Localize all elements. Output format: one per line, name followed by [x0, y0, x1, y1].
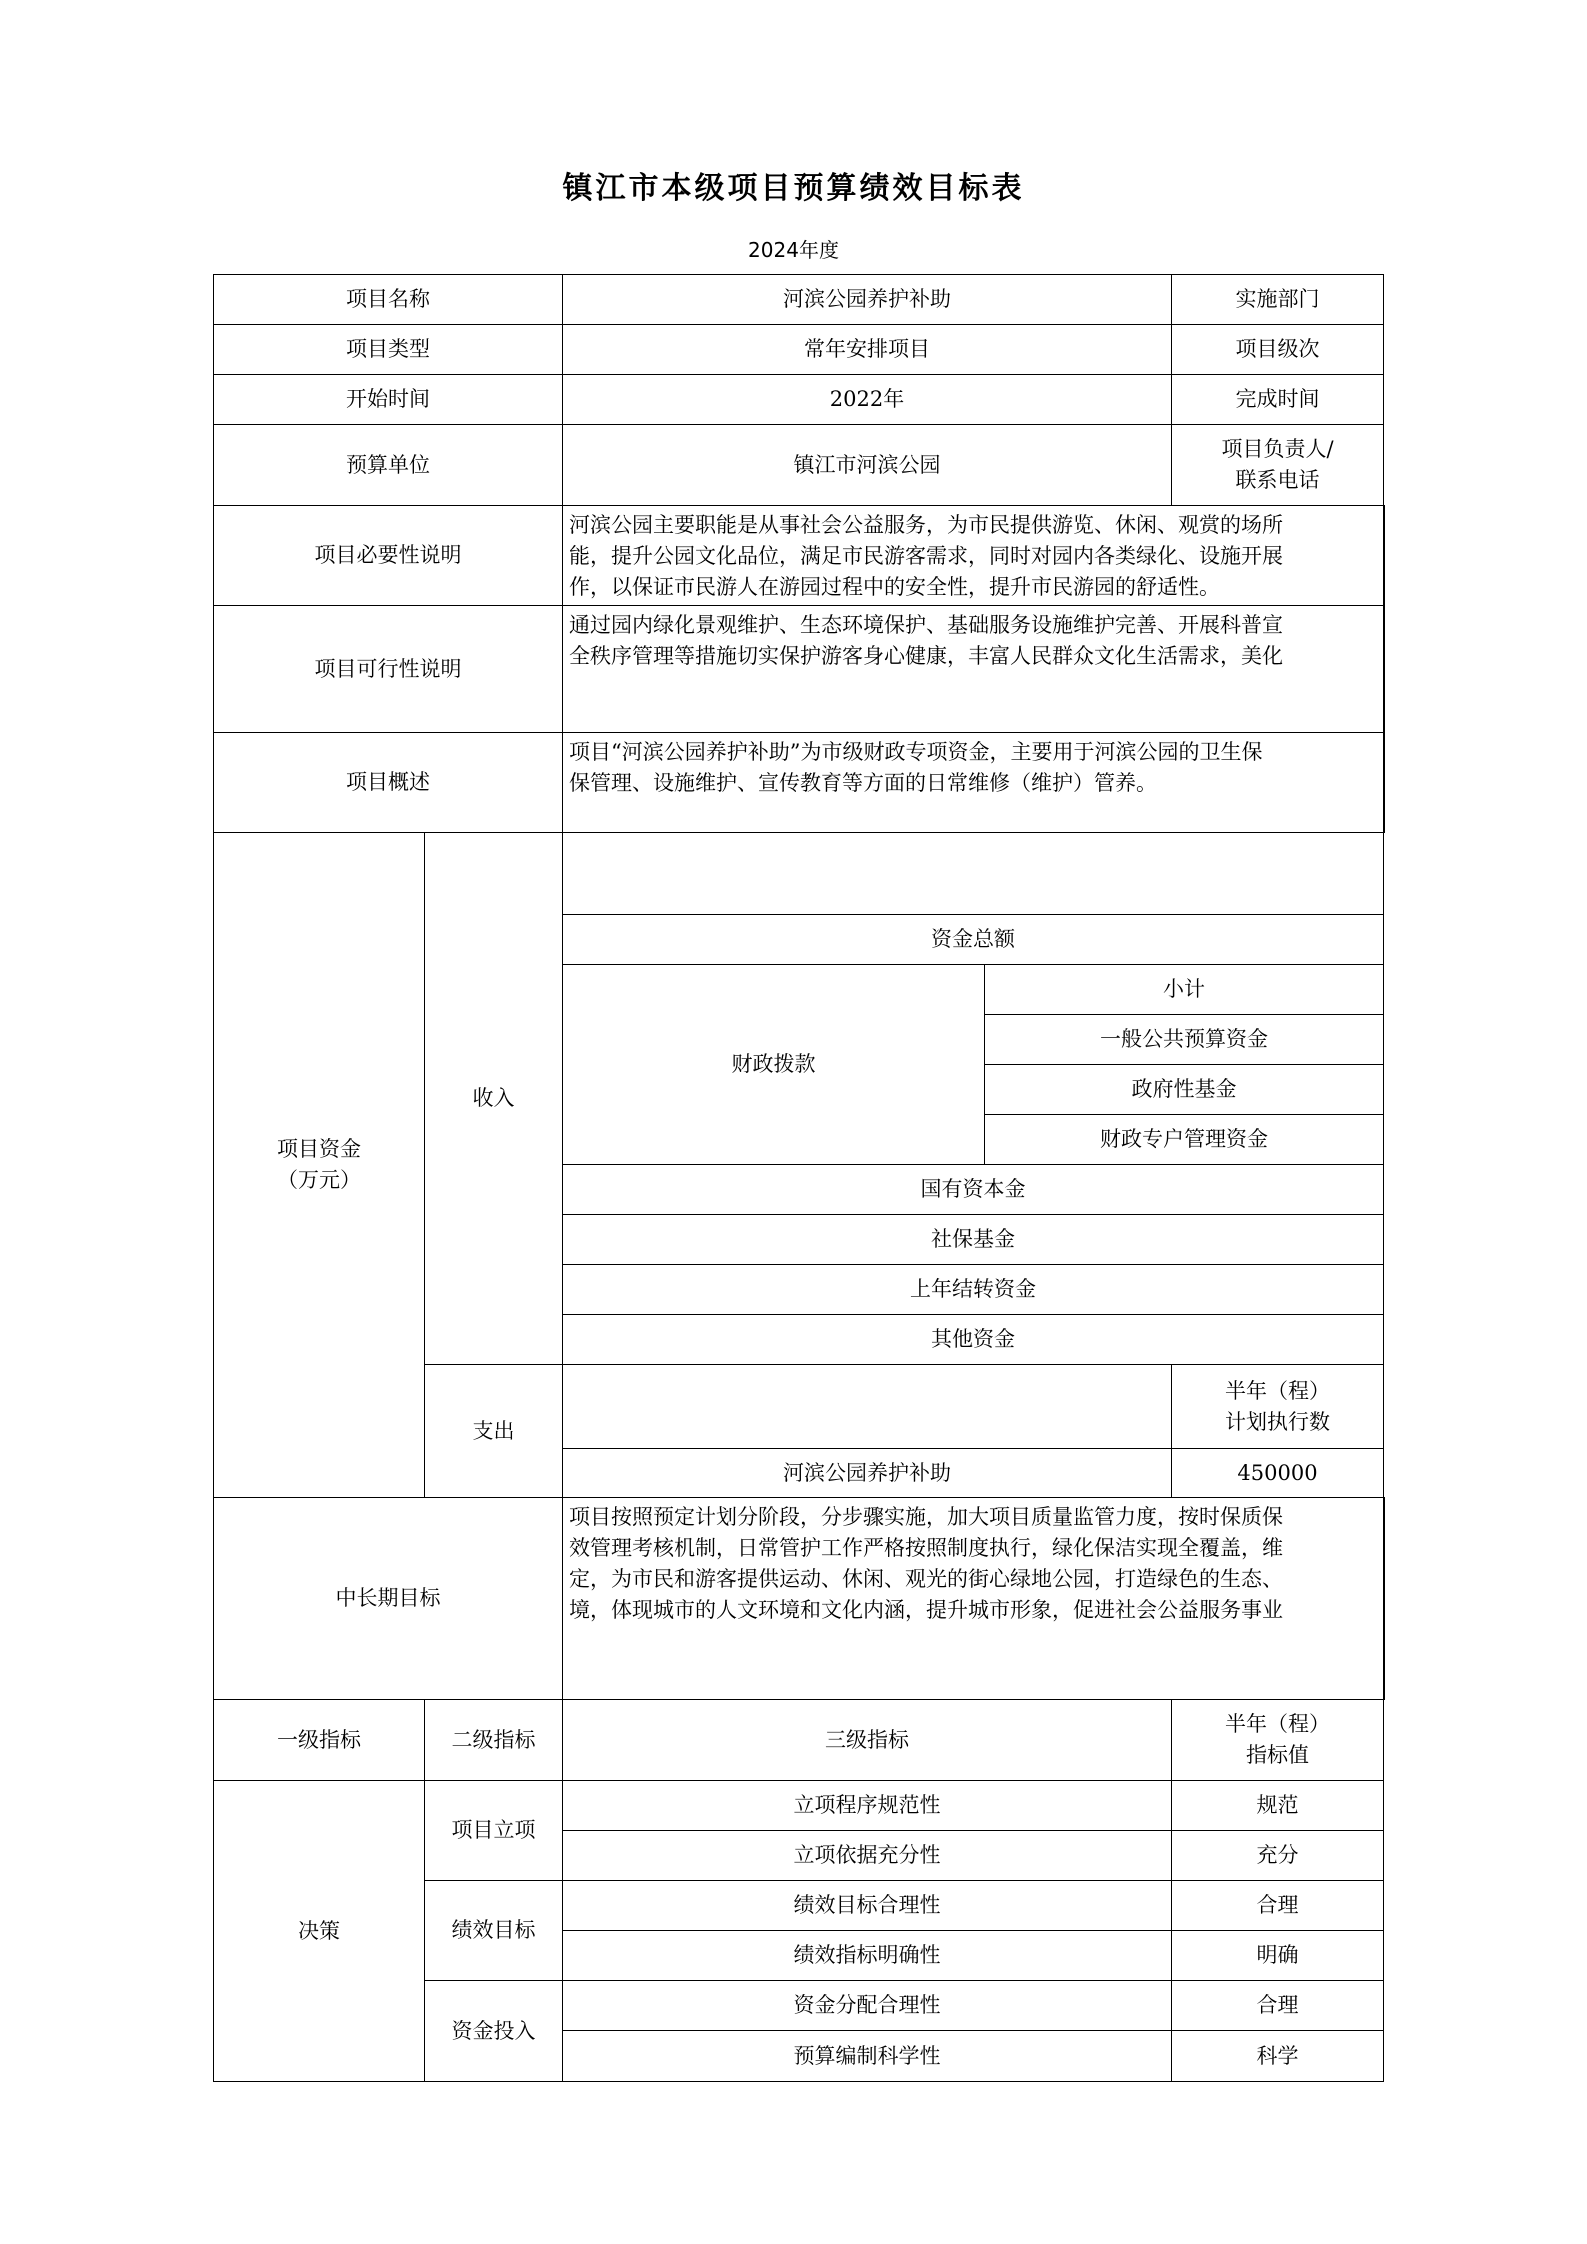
start-time-value: 2022年 [562, 374, 1172, 425]
indicator-level3: 绩效目标合理性 [562, 1880, 1172, 1931]
budget-unit-value: 镇江市河滨公园 [562, 424, 1172, 506]
indicator-level3: 资金分配合理性 [562, 1980, 1172, 2031]
fiscal-item: 小计 [984, 964, 1384, 1015]
project-type-label: 项目类型 [213, 324, 563, 375]
indicator-value: 科学 [1171, 2030, 1384, 2082]
finish-time-label: 完成时间 [1171, 374, 1384, 425]
indicator-level2: 资金投入 [424, 1980, 563, 2082]
indicator-level3: 立项程序规范性 [562, 1780, 1172, 1831]
feasibility-line: 全秩序管理等措施切实保护游客身心健康，丰富人民群众文化生活需求，美化 [569, 644, 1283, 668]
other-fund-item: 其他资金 [562, 1314, 1384, 1365]
page-subtitle-year: 2024年度 [748, 238, 839, 262]
feasibility-line: 通过园内绿化景观维护、生态环境保护、基础服务设施维护完善、开展科普宣 [569, 613, 1283, 637]
indicator-level3: 立项依据充分性 [562, 1830, 1172, 1881]
long-term-line: 境，体现城市的人文环境和文化内涵，提升城市形象，促进社会公益服务事业 [569, 1598, 1283, 1622]
indicator-level3: 预算编制科学性 [562, 2030, 1172, 2082]
indicator-value: 合理 [1171, 1880, 1384, 1931]
overview-line: 项目“河滨公园养护补助”为市级财政专项资金，主要用于河滨公园的卫生保 [569, 740, 1263, 764]
indicator-value: 充分 [1171, 1830, 1384, 1881]
project-leader-label: 项目负责人/ 联系电话 [1171, 424, 1384, 506]
indicator-header-level2: 二级指标 [424, 1699, 563, 1781]
other-fund-item: 社保基金 [562, 1214, 1384, 1265]
income-header-blank [562, 832, 1384, 915]
feasibility-label: 项目可行性说明 [213, 605, 563, 733]
fiscal-item: 政府性基金 [984, 1064, 1384, 1115]
necessity-line: 作，以保证市民游人在游园过程中的安全性，提升市民游园的舒适性。 [569, 575, 1220, 599]
table-right-edge [1383, 1497, 1385, 1700]
table-right-edge [1383, 505, 1385, 833]
expense-header-blank [562, 1364, 1172, 1449]
indicator-value: 明确 [1171, 1930, 1384, 1981]
long-term-goal-label: 中长期目标 [213, 1497, 563, 1700]
overview-text [562, 732, 1384, 833]
indicator-header-level3: 三级指标 [562, 1699, 1172, 1781]
half-year-plan-label: 半年（程） 计划执行数 [1171, 1364, 1384, 1449]
indicator-level2: 绩效目标 [424, 1880, 563, 1981]
long-term-line: 效管理考核机制，日常管护工作严格按照制度执行，绿化保洁实现全覆盖，维 [569, 1536, 1283, 1560]
feasibility-text [562, 605, 1384, 733]
necessity-text [562, 505, 1384, 606]
fiscal-allocation-label: 财政拨款 [562, 964, 985, 1165]
expense-item-name: 河滨公园养护补助 [562, 1448, 1172, 1498]
long-term-line: 定，为市民和游客提供运动、休闲、观光的街心绿地公园，打造绿色的生态、 [569, 1567, 1283, 1591]
overview-label: 项目概述 [213, 732, 563, 833]
project-type-value: 常年安排项目 [562, 324, 1172, 375]
indicator-level2: 项目立项 [424, 1780, 563, 1881]
fiscal-item: 一般公共预算资金 [984, 1014, 1384, 1065]
page-title: 镇江市本级项目预算绩效目标表 [562, 171, 1025, 206]
budget-unit-label: 预算单位 [213, 424, 563, 506]
expense-label: 支出 [424, 1364, 563, 1498]
indicator-value: 合理 [1171, 1980, 1384, 2031]
necessity-label: 项目必要性说明 [213, 505, 563, 606]
other-fund-item: 国有资本金 [562, 1164, 1384, 1215]
fiscal-item: 财政专户管理资金 [984, 1114, 1384, 1165]
total-funds-label: 资金总额 [562, 914, 1384, 965]
income-label: 收入 [424, 832, 563, 1365]
project-name-label: 项目名称 [213, 274, 563, 325]
impl-dept-label: 实施部门 [1171, 274, 1384, 325]
long-term-goal-text [562, 1497, 1384, 1700]
funds-label: 项目资金 （万元） [213, 832, 425, 1498]
indicator-value: 规范 [1171, 1780, 1384, 1831]
start-time-label: 开始时间 [213, 374, 563, 425]
overview-line: 保管理、设施维护、宣传教育等方面的日常维修（维护）管养。 [569, 771, 1157, 795]
long-term-line: 项目按照预定计划分阶段，分步骤实施，加大项目质量监管力度，按时保质保 [569, 1505, 1283, 1529]
project-level-label: 项目级次 [1171, 324, 1384, 375]
indicator-level3: 绩效指标明确性 [562, 1930, 1172, 1981]
other-fund-item: 上年结转资金 [562, 1264, 1384, 1315]
indicator-level1-decision: 决策 [213, 1780, 425, 2082]
expense-item-value: 450000 [1171, 1448, 1384, 1498]
indicator-header-value: 半年（程） 指标值 [1171, 1699, 1384, 1781]
necessity-line: 河滨公园主要职能是从事社会公益服务，为市民提供游览、休闲、观赏的场所 [569, 513, 1283, 537]
project-name-value: 河滨公园养护补助 [562, 274, 1172, 325]
necessity-line: 能，提升公园文化品位，满足市民游客需求，同时对园内各类绿化、设施开展 [569, 544, 1283, 568]
indicator-header-level1: 一级指标 [213, 1699, 425, 1781]
